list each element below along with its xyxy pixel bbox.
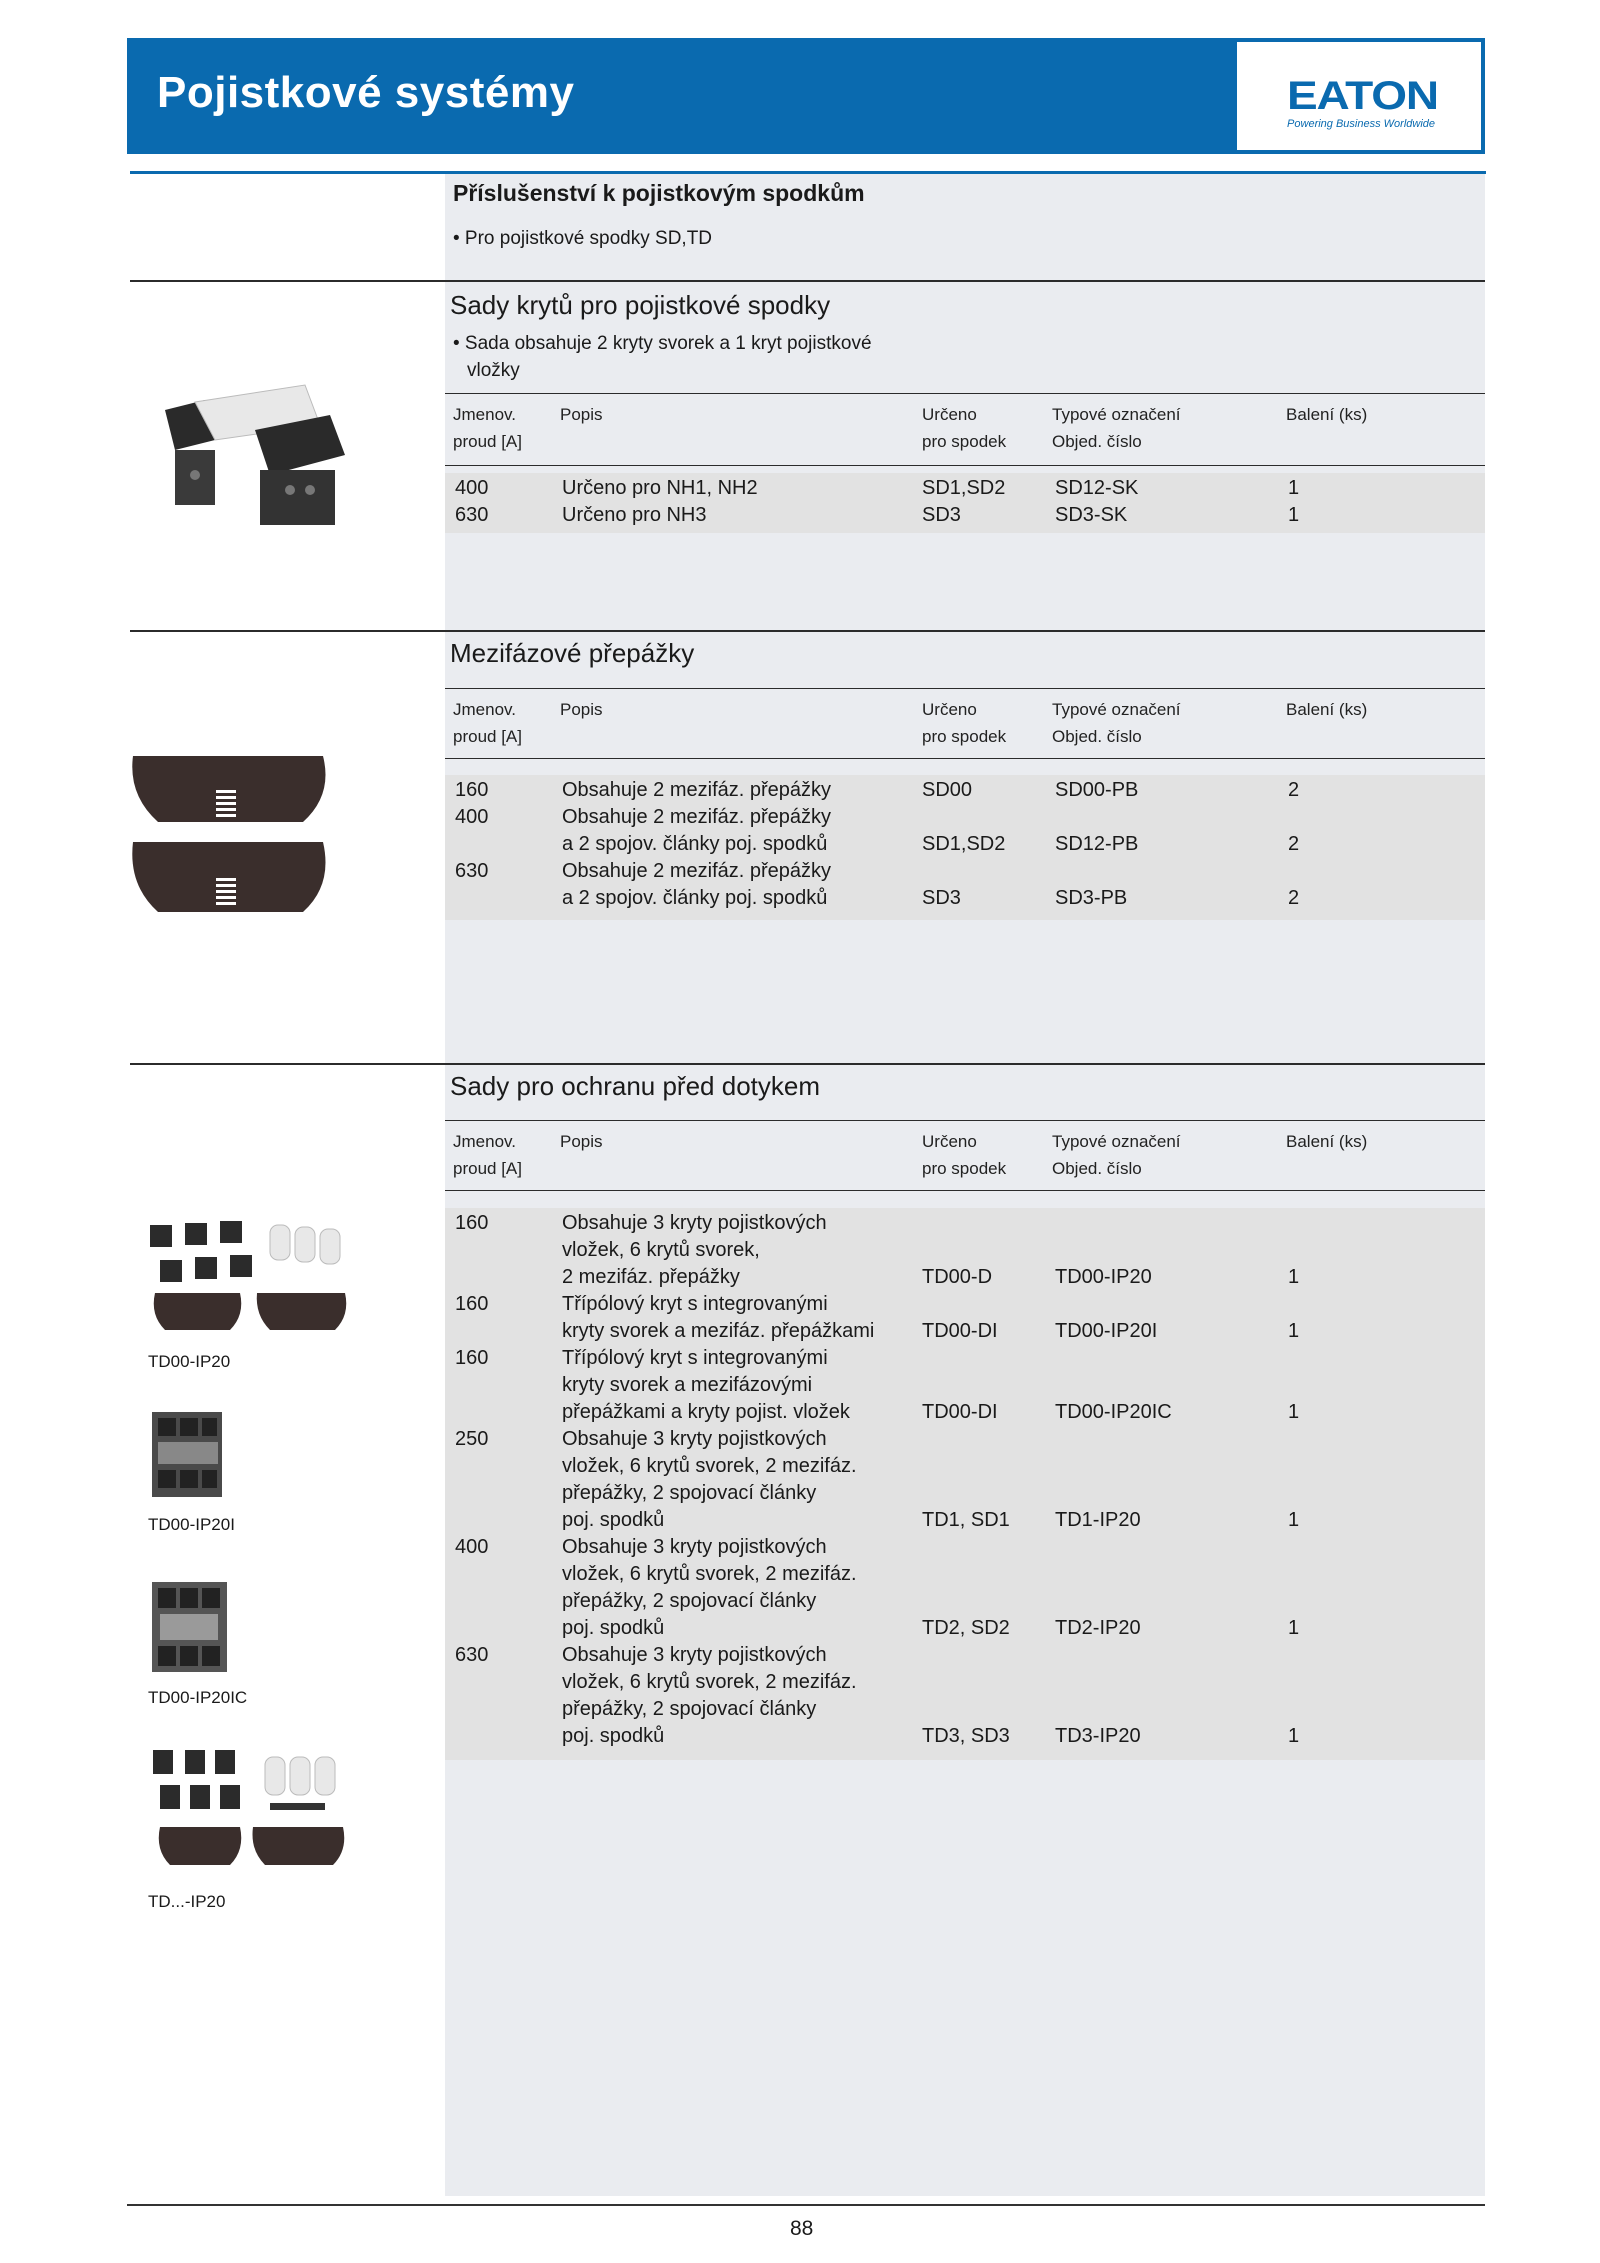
th-pack: Balení (ks) bbox=[1286, 1132, 1368, 1151]
section2-title: Mezifázové přepážky bbox=[450, 638, 695, 668]
table-cell: 160 bbox=[455, 1347, 489, 1369]
table-cell: TD2, SD2 bbox=[922, 1617, 1010, 1639]
th-pack: Balení (ks) bbox=[1286, 700, 1368, 719]
image-caption: TD00-IP20 bbox=[148, 1352, 231, 1371]
td00-ip20i-image bbox=[150, 1410, 225, 1500]
table-cell: SD12-SK bbox=[1055, 477, 1139, 499]
table-cell: 250 bbox=[455, 1428, 489, 1450]
table-cell: TD3, SD3 bbox=[922, 1725, 1010, 1747]
table-cell: Obsahuje 2 mezifáz. přepážky bbox=[562, 779, 832, 801]
table-rule bbox=[445, 688, 1485, 689]
th-for-2: pro spodek bbox=[922, 727, 1007, 746]
table-cell: SD00-PB bbox=[1055, 779, 1139, 801]
table-cell: poj. spodků bbox=[562, 1725, 665, 1747]
table-cell: SD3-PB bbox=[1055, 887, 1128, 909]
table-cell: TD2-IP20 bbox=[1055, 1617, 1141, 1639]
table-cell: 160 bbox=[455, 1212, 489, 1234]
table-rule bbox=[445, 465, 1485, 466]
td00-ip20-image bbox=[145, 1215, 355, 1345]
table-cell: SD3 bbox=[922, 504, 961, 526]
table-cell: TD00-D bbox=[922, 1266, 993, 1288]
table-cell: vložek, 6 krytů svorek, bbox=[562, 1239, 760, 1261]
table-rule bbox=[445, 1190, 1485, 1191]
table-cell: 1 bbox=[1288, 1725, 1300, 1747]
th-for-2: pro spodek bbox=[922, 432, 1007, 451]
page-header bbox=[127, 38, 1485, 154]
table-rule bbox=[445, 393, 1485, 394]
table-cell: SD3 bbox=[922, 887, 961, 909]
table-cell: Určeno pro NH1, NH2 bbox=[562, 477, 758, 499]
table-cell: 2 bbox=[1288, 887, 1300, 909]
section-divider bbox=[130, 1063, 1485, 1065]
table-cell: 160 bbox=[455, 1293, 489, 1315]
table-cell: 1 bbox=[1288, 1401, 1300, 1423]
logo-text: EATON bbox=[1287, 74, 1439, 118]
th-for: Určeno bbox=[922, 405, 977, 424]
table-cell: TD00-IP20IC bbox=[1055, 1401, 1172, 1423]
table-cell: poj. spodků bbox=[562, 1509, 665, 1531]
page-title: Pojistkové systémy bbox=[157, 68, 575, 117]
table-cell: SD1,SD2 bbox=[922, 833, 1006, 855]
table-cell: TD00-DI bbox=[922, 1320, 998, 1342]
table-cell: Obsahuje 3 kryty pojistkových bbox=[562, 1644, 827, 1666]
table-cell: 1 bbox=[1288, 1266, 1300, 1288]
table-cell: Obsahuje 3 kryty pojistkových bbox=[562, 1212, 827, 1234]
table-cell: 1 bbox=[1288, 1320, 1300, 1342]
th-desc: Popis bbox=[560, 405, 603, 424]
page-number: 88 bbox=[790, 2217, 814, 2240]
table-cell: vložek, 6 krytů svorek, 2 mezifáz. bbox=[562, 1671, 857, 1693]
image-caption: TD00-IP20I bbox=[148, 1515, 235, 1534]
th-rated: Jmenov. bbox=[453, 1132, 516, 1151]
table-cell: 1 bbox=[1288, 477, 1300, 499]
table-cell: Třípólový kryt s integrovanými bbox=[562, 1347, 828, 1369]
table-cell: 160 bbox=[455, 779, 489, 801]
table-cell: Určeno pro NH3 bbox=[562, 504, 707, 526]
table-cell: kryty svorek a mezifáz. přepážkami bbox=[562, 1320, 875, 1342]
table-cell: vložek, 6 krytů svorek, 2 mezifáz. bbox=[562, 1563, 857, 1585]
th-type: Typové označení bbox=[1052, 405, 1181, 424]
table-cell: TD3-IP20 bbox=[1055, 1725, 1141, 1747]
th-desc: Popis bbox=[560, 1132, 603, 1151]
table-cell: a 2 spojov. články poj. spodků bbox=[562, 833, 828, 855]
table-cell: 630 bbox=[455, 504, 489, 526]
th-order: Objed. číslo bbox=[1052, 1159, 1142, 1178]
table-rule bbox=[445, 1120, 1485, 1121]
table-cell: TD00-IP20 bbox=[1055, 1266, 1152, 1288]
th-rated: Jmenov. bbox=[453, 405, 516, 424]
table-cell: 2 bbox=[1288, 833, 1300, 855]
table-cell: 400 bbox=[455, 477, 489, 499]
th-for: Určeno bbox=[922, 700, 977, 719]
table-cell: TD1-IP20 bbox=[1055, 1509, 1141, 1531]
th-desc: Popis bbox=[560, 700, 603, 719]
th-for-2: pro spodek bbox=[922, 1159, 1007, 1178]
table-cell: přepážky, 2 spojovací články bbox=[562, 1590, 817, 1612]
table-cell: Obsahuje 2 mezifáz. přepážky bbox=[562, 806, 832, 828]
cover-set-image bbox=[155, 380, 355, 540]
th-for: Určeno bbox=[922, 1132, 977, 1151]
th-order: Objed. číslo bbox=[1052, 727, 1142, 746]
table-cell: Obsahuje 3 kryty pojistkových bbox=[562, 1428, 827, 1450]
table-cell: SD1,SD2 bbox=[922, 477, 1006, 499]
image-caption: TD...-IP20 bbox=[148, 1892, 226, 1911]
intro-bullet: • Pro pojistkové spodky SD,TD bbox=[453, 228, 713, 249]
image-caption: TD00-IP20IC bbox=[148, 1688, 248, 1707]
table-cell: kryty svorek a mezifázovými bbox=[562, 1374, 813, 1396]
logo-tagline: Powering Business Worldwide bbox=[1287, 118, 1435, 130]
table-cell: 630 bbox=[455, 860, 489, 882]
th-rated: Jmenov. bbox=[453, 700, 516, 719]
table-cell: TD00-IP20I bbox=[1055, 1320, 1158, 1342]
eaton-logo bbox=[1237, 42, 1481, 150]
table-cell: přepážkami a kryty pojist. vložek bbox=[562, 1401, 850, 1423]
table-cell: Obsahuje 2 mezifáz. přepážky bbox=[562, 860, 832, 882]
table-cell: vložek, 6 krytů svorek, 2 mezifáz. bbox=[562, 1455, 857, 1477]
table-cell: TD1, SD1 bbox=[922, 1509, 1010, 1531]
table-cell: 630 bbox=[455, 1644, 489, 1666]
table-rule bbox=[445, 758, 1485, 759]
td00-ip20ic-image bbox=[150, 1580, 230, 1675]
table-cell: a 2 spojov. články poj. spodků bbox=[562, 887, 828, 909]
td-ip20-image bbox=[145, 1745, 355, 1880]
th-rated-unit: proud [A] bbox=[453, 432, 522, 451]
table-cell: Třípólový kryt s integrovanými bbox=[562, 1293, 828, 1315]
section-divider bbox=[130, 630, 1485, 632]
table-cell: 2 mezifáz. přepážky bbox=[562, 1266, 740, 1288]
table-cell: poj. spodků bbox=[562, 1617, 665, 1639]
th-rated-unit: proud [A] bbox=[453, 1159, 522, 1178]
table-cell: 1 bbox=[1288, 1617, 1300, 1639]
phase-barrier-image bbox=[128, 750, 333, 925]
th-pack: Balení (ks) bbox=[1286, 405, 1368, 424]
table-cell: Obsahuje 3 kryty pojistkových bbox=[562, 1536, 827, 1558]
table-cell: 2 bbox=[1288, 779, 1300, 801]
th-order: Objed. číslo bbox=[1052, 432, 1142, 451]
section-main-title: Příslušenství k pojistkovým spodkům bbox=[453, 180, 865, 206]
table-cell: přepážky, 2 spojovací články bbox=[562, 1482, 817, 1504]
table-cell: 400 bbox=[455, 806, 489, 828]
th-type: Typové označení bbox=[1052, 700, 1181, 719]
th-type: Typové označení bbox=[1052, 1132, 1181, 1151]
section1-bullet: • Sada obsahuje 2 kryty svorek a 1 kryt pojistkové bbox=[453, 333, 872, 354]
table-cell: TD00-DI bbox=[922, 1401, 998, 1423]
table-cell: SD00 bbox=[922, 779, 973, 801]
section1-title: Sady krytů pro pojistkové spodky bbox=[450, 290, 831, 320]
section3-title: Sady pro ochranu před dotykem bbox=[450, 1071, 820, 1101]
section-divider bbox=[130, 280, 1485, 282]
table-cell: 1 bbox=[1288, 1509, 1300, 1531]
table-cell: přepážky, 2 spojovací články bbox=[562, 1698, 817, 1720]
table-cell: SD3-SK bbox=[1055, 504, 1128, 526]
table-cell: 400 bbox=[455, 1536, 489, 1558]
table-cell: 1 bbox=[1288, 504, 1300, 526]
table-cell: SD12-PB bbox=[1055, 833, 1139, 855]
th-rated-unit: proud [A] bbox=[453, 727, 522, 746]
footer-divider bbox=[127, 2204, 1485, 2206]
section1-bullet-cont: vložky bbox=[467, 360, 520, 381]
